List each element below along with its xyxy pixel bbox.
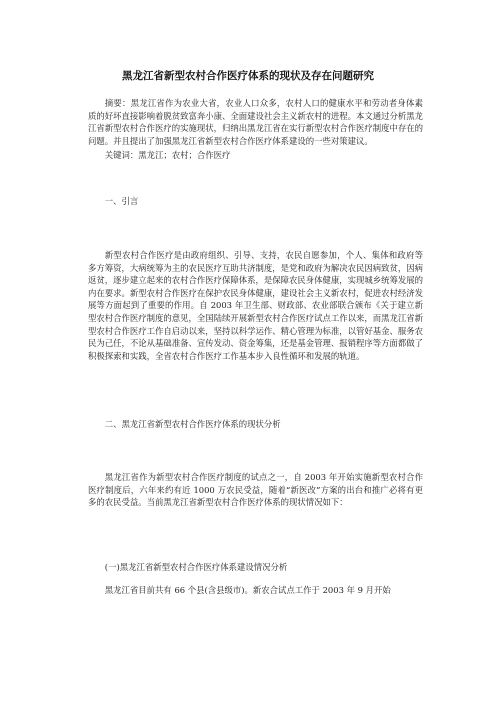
abstract-paragraph: 摘要：黑龙江省作为农业大省，农业人口众多，农村人口的健康水平和劳动者身体素质的好坏直接影响着脱贫致富奔小康、全面建设社会主义新农村的进程。本文通过分析黑龙江省新型农村合作医疗的实施现状，归纳出黑龙江省在实行新型农村合作医疗制度中存在的问题。并且提出了加强黑龙江省新型农村合作医疗体系建设的一些对策建议。 bbox=[88, 98, 423, 146]
keywords-line: 关键词：黑龙江；农村；合作医疗 bbox=[104, 150, 231, 160]
section-2-paragraph: 黑龙江省作为新型农村合作医疗制度的试点之一，自 2003 年开始实施新型农村合作医疗制度后，六年来约有近 1000 万农民受益，随着“新医改”方案的出台和推广必将有更多的农民受益。当前黑龙江省新型农村合作医疗体系的现状情况如下： bbox=[88, 472, 423, 508]
section-1-paragraph: 新型农村合作医疗是由政府组织、引导、支持，农民自愿参加，个人、集体和政府等多方筹资，大病统筹为主的农民医疗互助共济制度，是党和政府为解决农民因病致贫，因病返贫，逐步建立起来的农村合作医疗保障体系，是保障农民身体健康，实现城乡统筹发展的内在要求。新型农村合作医疗在保护农民身体健康，建设社会主义新农村，促进农村经济发展等方面起到了重要的作用。自 2003 年卫生部、财政部、农业部联合颁布《关于建立新型农村合作医疗制度的意见，全国陆续开展新型农村合作医疗试点工作以来，而黑龙江省新型农村合作医疗工作自启动以来，坚持以科学运作、精心管理为标准，以管好基金、服务农民为己任，不论从基础准备、宣传发动、资金筹集，还是基金管理、报销程序等方面都做了积极探索和实践，全省农村合作医疗工作基本步入良性循环和发展的轨道。 bbox=[88, 250, 423, 361]
section-2-heading: 二、黑龙江省新型农村合作医疗体系的现状分析 bbox=[104, 419, 281, 429]
section-1-heading: 一、引言 bbox=[104, 196, 139, 206]
subsection-paragraph: 黑龙江省目前共有 66 个县(含县级市)。新农合试点工作于 2003 年 9 月开始 bbox=[104, 585, 391, 595]
subsection-heading: (一)黑龙江省新型农村合作医疗体系建设情况分析 bbox=[104, 562, 288, 572]
document-title: 黑龙江省新型农村合作医疗体系的现状及存在问题研究 bbox=[122, 70, 374, 82]
